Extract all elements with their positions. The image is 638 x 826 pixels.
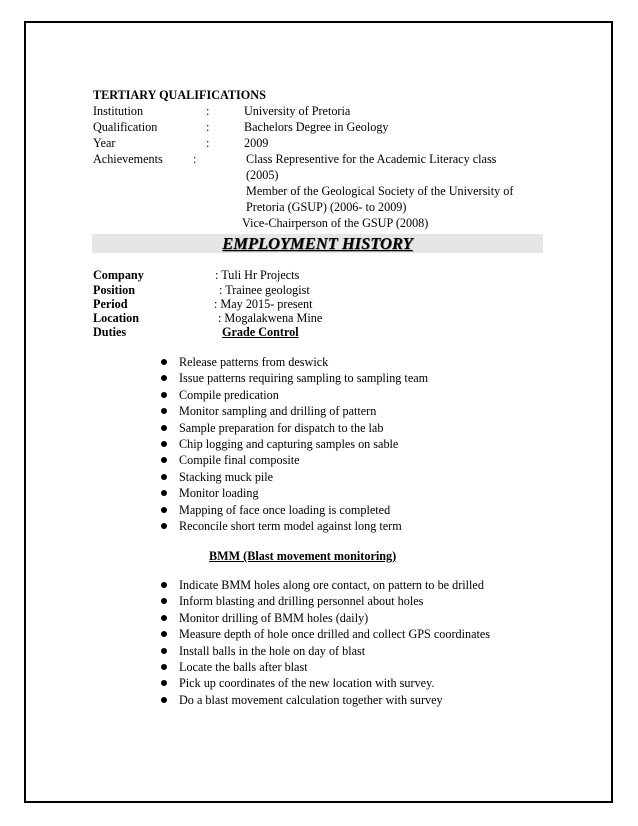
list-item-text: Measure depth of hole once drilled and collect GPS coordinates	[179, 627, 491, 642]
bullet-icon	[161, 664, 167, 670]
location-label: Location	[93, 311, 140, 325]
institution-value: University of Pretoria	[244, 104, 351, 118]
list-item	[160, 502, 428, 518]
bullet-icon	[161, 408, 167, 414]
list-item	[160, 403, 428, 419]
bullet-icon	[161, 523, 167, 529]
list-item-text: Indicate BMM holes along ore contact, on pattern to be drilled	[179, 578, 484, 592]
institution-separator: :	[206, 104, 210, 118]
period-label: Period	[93, 297, 128, 311]
list-item-text: Pick up coordinates of the new location with survey.	[179, 676, 435, 691]
list-item-text: Monitor drilling of BMM holes (daily)	[179, 610, 369, 625]
qualification-label: Qualification	[93, 120, 158, 134]
list-item-text: Chip logging and capturing samples on sable	[179, 437, 399, 452]
year-separator: :	[206, 136, 210, 150]
list-item	[160, 626, 490, 642]
list-item-text: Sample preparation for dispatch to the lab	[179, 420, 384, 435]
bullet-icon	[161, 474, 167, 480]
achievement-line: (2005)	[246, 168, 279, 182]
bullet-icon	[161, 680, 167, 686]
list-item-text: Release patterns from deswick	[179, 355, 329, 369]
bullet-icon	[161, 697, 167, 703]
bullet-icon	[161, 648, 167, 654]
list-item	[160, 469, 428, 485]
list-item-text: Do a blast movement calculation together with survey	[179, 692, 443, 707]
tertiary-qualifications-heading: TERTIARY QUALIFICATIONS	[93, 88, 266, 102]
bullet-icon	[161, 359, 167, 365]
achievements-separator: :	[193, 152, 197, 166]
grade-control-heading: Grade Control	[222, 325, 299, 339]
year-value: 2009	[244, 136, 269, 150]
list-item-text: Compile predication	[179, 387, 279, 402]
list-item	[160, 485, 428, 501]
employment-history-heading-bar	[92, 234, 543, 253]
list-item	[160, 436, 428, 452]
duties-label: Duties	[93, 325, 127, 339]
list-item	[160, 659, 490, 675]
list-item-text: Compile final composite	[179, 453, 300, 468]
grade-control-duties-list	[160, 354, 428, 534]
period-value: : May 2015- present	[214, 297, 313, 311]
list-item-text: Install balls in the hole on day of blast	[179, 643, 366, 658]
list-item	[160, 610, 490, 626]
bullet-icon	[161, 392, 167, 398]
list-item-text: Mapping of face once loading is completed	[179, 502, 391, 517]
list-item-text: Inform blasting and drilling personnel about holes	[179, 594, 424, 609]
company-label: Company	[93, 268, 144, 282]
list-item	[160, 518, 428, 534]
list-item	[160, 370, 428, 386]
achievement-line: Class Representive for the Academic Literacy class	[246, 152, 497, 166]
bullet-icon	[161, 490, 167, 496]
position-value: : Trainee geologist	[219, 283, 310, 297]
achievements-label: Achievements	[93, 152, 163, 166]
bullet-icon	[161, 441, 167, 447]
list-item	[160, 387, 428, 403]
achievement-line: Vice-Chairperson of the GSUP (2008)	[242, 216, 429, 230]
list-item	[160, 593, 490, 609]
institution-label: Institution	[93, 104, 144, 118]
list-item	[160, 354, 428, 370]
bullet-icon	[161, 582, 167, 588]
qualification-value: Bachelors Degree in Geology	[244, 120, 389, 134]
bullet-icon	[161, 425, 167, 431]
achievement-line: Member of the Geological Society of the University of	[246, 184, 514, 198]
bullet-icon	[161, 457, 167, 463]
bullet-icon	[161, 507, 167, 513]
list-item	[160, 452, 428, 468]
list-item	[160, 692, 490, 708]
year-label: Year	[93, 136, 116, 150]
company-value: : Tuli Hr Projects	[215, 268, 300, 282]
bullet-icon	[161, 631, 167, 637]
bullet-icon	[161, 598, 167, 604]
list-item-text: Monitor sampling and drilling of pattern	[179, 404, 377, 419]
list-item	[160, 643, 490, 659]
achievement-line: Pretoria (GSUP) (2006- to 2009)	[246, 200, 407, 214]
list-item-text: Reconcile short term model against long term	[179, 519, 402, 534]
location-value: : Mogalakwena Mine	[218, 311, 323, 325]
list-item	[160, 675, 490, 691]
bullet-icon	[161, 375, 167, 381]
list-item-text: Issue patterns requiring sampling to sampling team	[179, 371, 429, 386]
qualification-separator: :	[206, 120, 210, 134]
list-item	[160, 577, 490, 593]
bmm-heading: BMM (Blast movement monitoring)	[209, 549, 397, 563]
position-label: Position	[93, 283, 135, 297]
employment-history-heading: EMPLOYMENT HISTORY	[222, 234, 413, 253]
bmm-duties-list	[160, 577, 490, 708]
list-item	[160, 420, 428, 436]
list-item-text: Stacking muck pile	[179, 469, 274, 484]
list-item-text: Monitor loading	[179, 486, 259, 501]
bullet-icon	[161, 615, 167, 621]
list-item-text: Locate the balls after blast	[179, 660, 308, 675]
